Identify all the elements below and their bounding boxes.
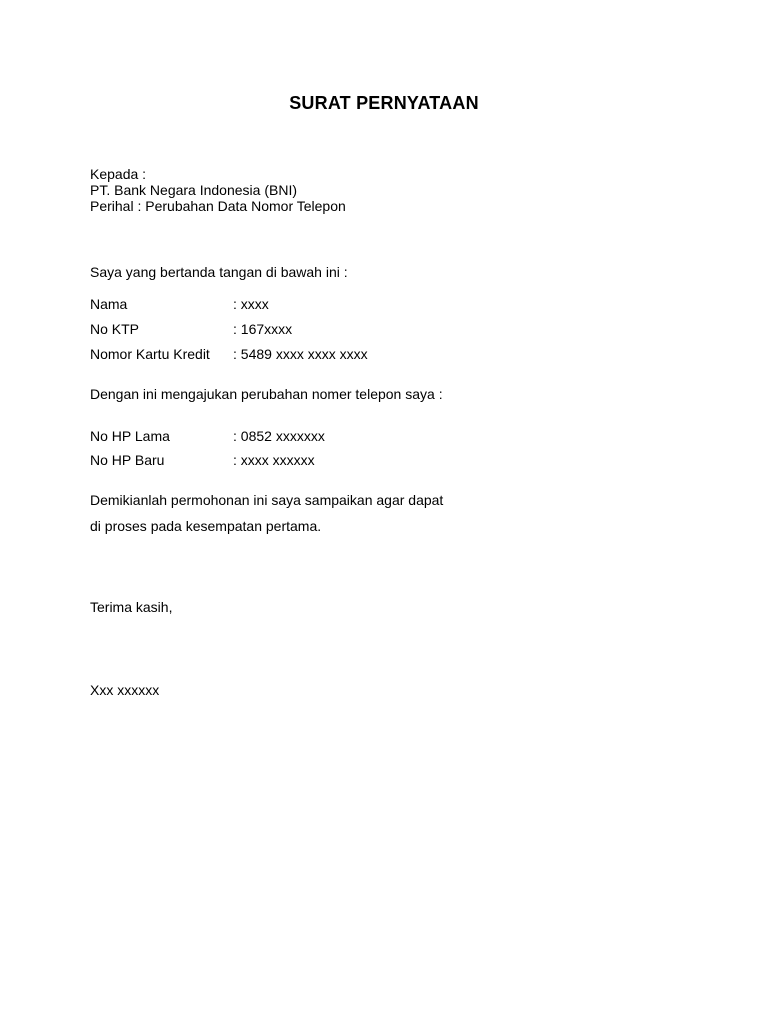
- field-value: : 0852 xxxxxxx: [233, 428, 325, 444]
- phone-row-baru: [90, 452, 315, 468]
- field-label: No HP Lama: [90, 428, 170, 444]
- field-label: Nama: [90, 296, 128, 312]
- addressee-line-kepada: Kepada :: [90, 166, 147, 182]
- addressee-line-perihal: Perihal : Perubahan Data Nomor Telepon: [90, 198, 346, 214]
- addressee-line-bank: PT. Bank Negara Indonesia (BNI): [90, 182, 297, 198]
- field-label: No KTP: [90, 321, 140, 337]
- letter-title: SURAT PERNYATAAN: [289, 93, 479, 113]
- identity-row-ktp: [90, 321, 292, 337]
- field-value: : xxxx: [233, 296, 269, 312]
- field-label: No HP Baru: [90, 452, 165, 468]
- closing-line-1: Demikianlah permohonan ini saya sampaikan agar dapat: [90, 492, 444, 508]
- intro-text: Saya yang bertanda tangan di bawah ini :: [90, 264, 348, 280]
- field-value: : xxxx xxxxxx: [233, 452, 315, 468]
- signer-name: Xxx xxxxxx: [90, 682, 160, 698]
- identity-row-nama: [90, 296, 269, 312]
- field-value: : 167xxxx: [233, 321, 293, 337]
- field-value: : 5489 xxxx xxxx xxxx: [233, 346, 368, 362]
- field-label: Nomor Kartu Kredit: [90, 346, 210, 362]
- request-text: Dengan ini mengajukan perubahan nomer telepon saya :: [90, 386, 443, 402]
- addressee-block: [90, 166, 346, 214]
- phone-row-lama: [90, 428, 325, 444]
- identity-row-kartu-kredit: [90, 346, 368, 362]
- closing-line-2: di proses pada kesempatan pertama.: [90, 518, 322, 534]
- thanks-text: Terima kasih,: [90, 599, 173, 615]
